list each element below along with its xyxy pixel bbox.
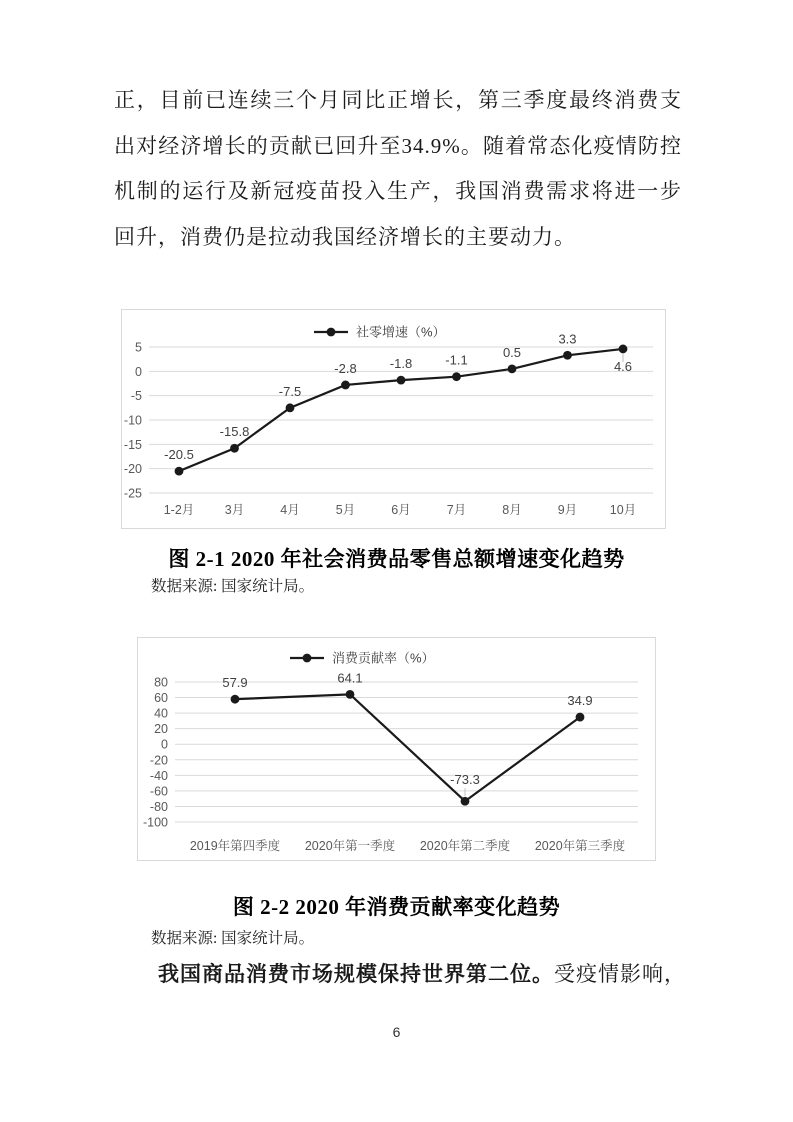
chart-legend [290,651,435,666]
svg-text:-15.8: -15.8 [219,424,250,440]
svg-text:-60: -60 [149,784,168,799]
chart-legend [314,325,446,340]
svg-text:7月: 7月 [446,503,467,517]
svg-text:8月: 8月 [502,503,522,517]
bold-lead-sentence: 我国商品消费市场规模保持世界第二位。 [158,962,554,986]
svg-text:5: 5 [135,340,142,355]
svg-text:-80: -80 [149,799,168,814]
svg-text:-10: -10 [123,413,142,428]
data-point-labels [164,331,632,462]
svg-text:-1.1: -1.1 [445,352,468,368]
svg-text:57.9: 57.9 [222,675,248,691]
paragraph-continuation-text: 受疫情影响， [554,962,686,986]
svg-text:4月: 4月 [280,503,300,517]
svg-text:4.6: 4.6 [613,358,633,374]
svg-text:-20: -20 [123,462,142,477]
gridlines-and-yticks [124,341,653,501]
svg-text:-15: -15 [123,437,142,452]
figure-2-2-caption: 图 2-2 2020 年消费贡献率变化趋势 [232,895,561,919]
svg-text:10月: 10月 [609,503,637,517]
svg-text:-25: -25 [123,486,142,501]
svg-text:80: 80 [154,675,168,690]
figure-2-2-chart-frame [137,637,656,861]
x-axis-category-labels [190,838,626,853]
svg-text:1-2月: 1-2月 [163,503,195,517]
svg-text:9月: 9月 [557,503,578,517]
svg-text:-20: -20 [149,753,168,768]
svg-text:-1.8: -1.8 [389,356,413,372]
svg-text:2020年第二季度: 2020年第二季度 [419,839,511,853]
svg-text:0: 0 [135,364,142,379]
svg-text:20: 20 [154,722,168,737]
body-paragraph-market-scale [114,952,686,998]
svg-text:社零增速（%）: 社零增速（%） [356,324,446,340]
svg-text:40: 40 [154,706,168,721]
body-paragraph-consumption-recovery: 正，目前已连续三个月同比正增长，第三季度最终消费支出对经济增长的贡献已回升至34.9%。随着常态化疫情防控机制的运行及新冠疫苗投入生产，我国消费需求将进一步回升，消费仍是拉动我国经济增长的主要动力。 [114,88,682,249]
figure-2-1-caption: 图 2-1 2020 年社会消费品零售总额增速变化趋势 [168,547,625,571]
data-series [231,690,585,806]
svg-text:2019年第四季度: 2019年第四季度 [189,839,281,853]
figure-2-1-chart-frame [121,309,666,529]
svg-text:2020年第一季度: 2020年第一季度 [304,839,396,853]
figure-2-1-data-source: 数据来源: 国家统计局。 [151,578,315,595]
svg-text:5月: 5月 [335,503,356,517]
x-axis-category-labels [164,503,636,517]
svg-text:2020年第三季度: 2020年第三季度 [534,839,626,853]
figure-2-2-data-source: 数据来源: 国家统计局。 [151,930,315,947]
svg-text:消费贡献率（%）: 消费贡献率（%） [332,650,435,666]
svg-text:-7.5: -7.5 [278,383,302,399]
svg-text:64.1: 64.1 [337,670,363,686]
svg-text:-2.8: -2.8 [334,360,357,376]
svg-text:3.3: 3.3 [558,331,577,347]
svg-text:-73.3: -73.3 [450,772,480,788]
svg-text:34.9: 34.9 [567,693,593,709]
svg-text:0.5: 0.5 [502,344,522,360]
svg-text:-20.5: -20.5 [164,447,194,463]
svg-text:-100: -100 [142,815,168,830]
line-chart-retail-sales-growth [122,310,665,528]
svg-text:3月: 3月 [224,503,245,517]
page-number: 6 [392,1024,401,1040]
svg-text:0: 0 [161,737,168,752]
svg-text:60: 60 [154,691,168,706]
svg-text:6月: 6月 [391,503,411,517]
svg-text:-5: -5 [130,389,142,404]
svg-text:-40: -40 [149,768,168,783]
gridlines-and-yticks [143,676,638,830]
line-chart-consumption-contribution-rate [138,638,655,860]
